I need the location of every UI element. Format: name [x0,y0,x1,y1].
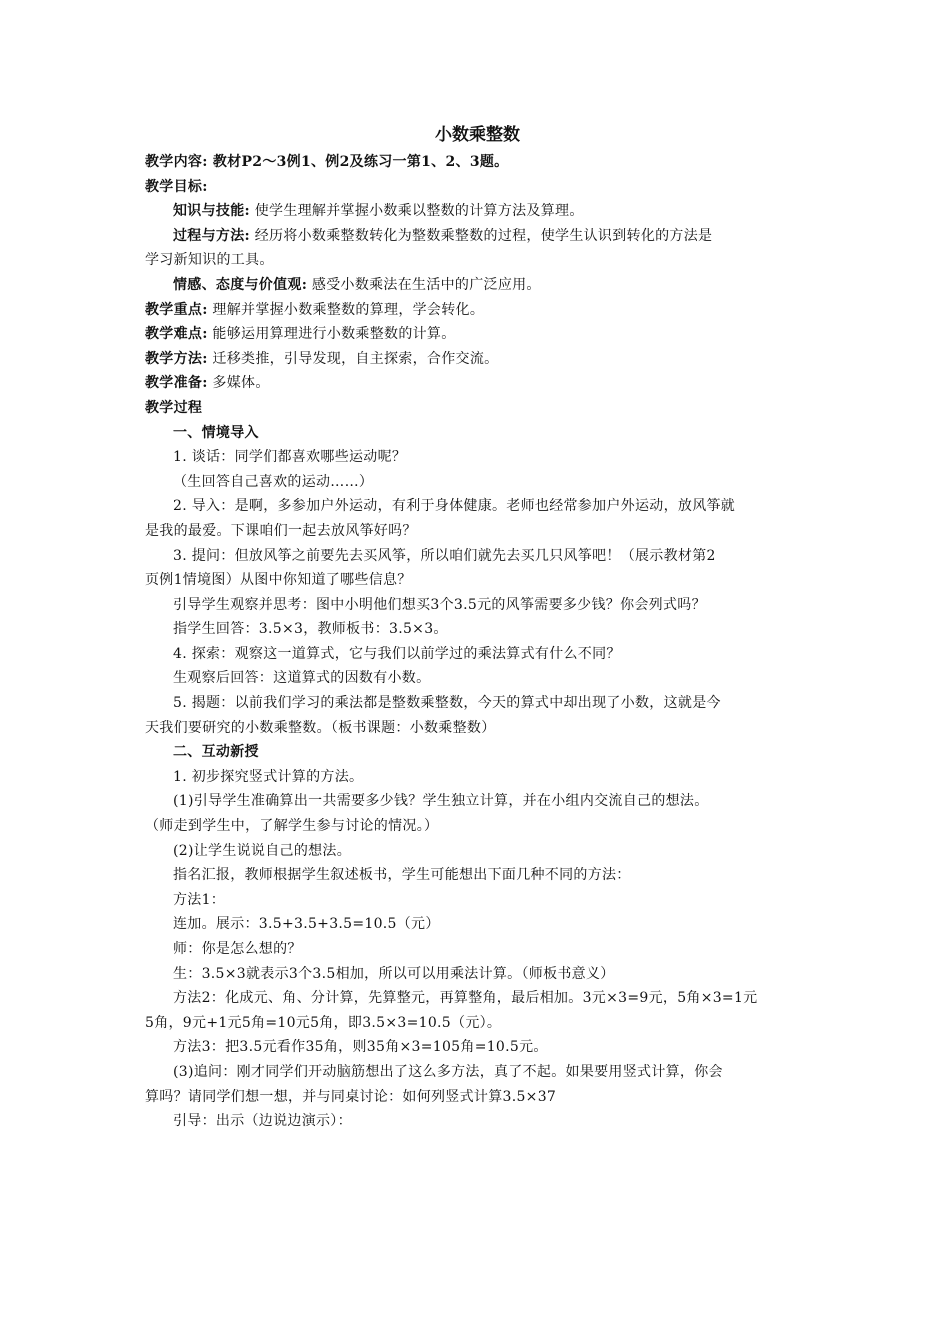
line-text: 方法1： [173,891,226,908]
line-text: 页例1情境图）从图中你知道了哪些信息？ [145,572,412,589]
line-text: 经历将小数乘整数转化为整数乘整数的过程，使学生认识到转化的方法是 [249,227,713,244]
line-text: 5角，9元+1元5角=10元5角，即3.5×3=10.5（元）。 [145,1014,502,1031]
line-text: 理解并掌握小数乘整数的算理，学会转化。 [207,301,485,318]
text-line [145,544,810,569]
text-line [145,617,810,642]
line-text: 教材P2～3例1、例2及练习一第1、2、3题。 [207,154,509,170]
line-label: 教学重点: [145,301,208,318]
text-line [145,470,810,495]
text-line [145,962,810,987]
text-line [145,273,810,298]
text-line [145,347,810,372]
line-text: （师走到学生中，了解学生参与讨论的情况。） [145,818,439,835]
line-text: 5. 揭题：以前我们学习的乘法都是整数乘整数，今天的算式中却出现了小数，这就是今 [173,695,721,712]
document-title: 小数乘整数 [435,125,520,145]
text-line [145,445,810,470]
line-text: 1. 初步探究竖式计算的方法。 [173,768,364,785]
line-text: 迁移类推，引导发现，自主探索，合作交流。 [207,350,499,367]
line-text: 方法3：把3.5元看作35角，则35角×3=105角=10.5元。 [173,1039,548,1056]
text-line [145,789,810,814]
line-text: 天我们要研究的小数乘整数。（板书课题：小数乘整数） [145,719,496,736]
text-line [145,1060,810,1085]
text-line [145,494,810,519]
text-line [145,298,810,323]
text-line [145,150,810,175]
text-line [145,912,810,937]
line-text: 能够运用算理进行小数乘整数的计算。 [207,326,456,343]
text-line [145,986,810,1011]
line-text: 学习新知识的工具。 [145,252,274,269]
text-line [145,740,810,765]
line-text: （生回答自己喜欢的运动……） [173,473,374,490]
line-text: (3)追问：刚才同学们开动脑筋想出了这么多方法，真了不起。如果要用竖式计算，你会 [173,1063,723,1080]
line-label: 教学内容: [145,154,208,170]
document-page [145,120,810,1134]
line-text: 多媒体。 [207,375,270,392]
line-label: 一、情境导入 [173,424,259,441]
text-line [145,666,810,691]
line-text: 4. 探索：观察这一道算式，它与我们以前学过的乘法算式有什么不同？ [173,645,621,662]
text-line [145,937,810,962]
text-line [145,248,810,273]
text-line [145,839,810,864]
text-line [145,396,810,421]
line-text: 使学生理解并掌握小数乘以整数的计算方法及算理。 [249,203,584,220]
text-line [145,1011,810,1036]
line-text: 师：你是怎么想的？ [173,941,302,957]
text-line [145,863,810,888]
line-text: (2)让学生说说自己的想法。 [173,842,352,859]
line-text: 连加。展示：3.5+3.5+3.5=10.5（元） [173,916,440,933]
line-text: 方法2：化成元、角、分计算，先算整元，再算整角，最后相加。3元×3=9元，5角×3=1元 [173,990,758,1007]
line-label: 情感、态度与价值观: [173,276,308,293]
text-line [145,322,810,347]
line-text: 指学生回答：3.5×3，教师板书：3.5×3。 [173,621,448,638]
line-text: 是我的最爱。下课咱们一起去放风筝好吗？ [145,522,417,539]
text-line [145,371,810,396]
document-body [145,150,810,1134]
line-text: 指名汇报，教师根据学生叙述板书，学生可能想出下面几种不同的方法： [173,867,631,884]
line-text: 生观察后回答：这道算式的因数有小数。 [173,670,431,687]
line-label: 教学目标: [145,178,208,195]
text-line [145,1035,810,1060]
line-text: 感受小数乘法在生活中的广泛应用。 [307,276,541,293]
text-line [145,642,810,667]
text-line [145,199,810,224]
text-line [145,568,810,593]
line-label: 二、互动新授 [173,744,259,761]
text-line [145,224,810,249]
line-label: 教学过程 [145,399,203,416]
text-line [145,421,810,446]
line-label: 知识与技能: [173,203,250,220]
text-line [145,765,810,790]
text-line [145,716,810,741]
text-line [145,175,810,200]
text-line [145,691,810,716]
line-text: 引导：出示（边说边演示）： [173,1113,352,1130]
line-label: 教学难点: [145,326,208,343]
line-text: 2. 导入：是啊，多参加户外运动，有利于身体健康。老师也经常参加户外运动，放风筝就 [173,498,736,515]
text-line [145,1109,810,1134]
line-label: 过程与方法: [173,227,250,244]
line-text: 引导学生观察并思考：图中小明他们想买3个3.5元的风筝需要多少钱？你会列式吗？ [173,596,706,613]
text-line [145,1085,810,1110]
line-text: 算吗？请同学们想一想，并与同桌讨论：如何列竖式计算3.5×37 [145,1088,557,1105]
text-line [145,593,810,618]
text-line [145,814,810,839]
text-line [145,888,810,913]
line-label: 教学准备: [145,375,208,392]
line-text: 生：3.5×3就表示3个3.5相加，所以可以用乘法计算。（师板书意义） [173,965,615,982]
line-text: (1)引导学生准确算出一共需要多少钱？学生独立计算，并在小组内交流自己的想法。 [173,793,709,810]
line-label: 教学方法: [145,350,208,367]
text-line [145,519,810,544]
line-text: 3. 提问：但放风筝之前要先去买风筝，所以咱们就先去买几只风筝吧！（展示教材第2 [173,547,716,564]
line-text: 1. 谈话：同学们都喜欢哪些运动呢？ [173,449,407,466]
